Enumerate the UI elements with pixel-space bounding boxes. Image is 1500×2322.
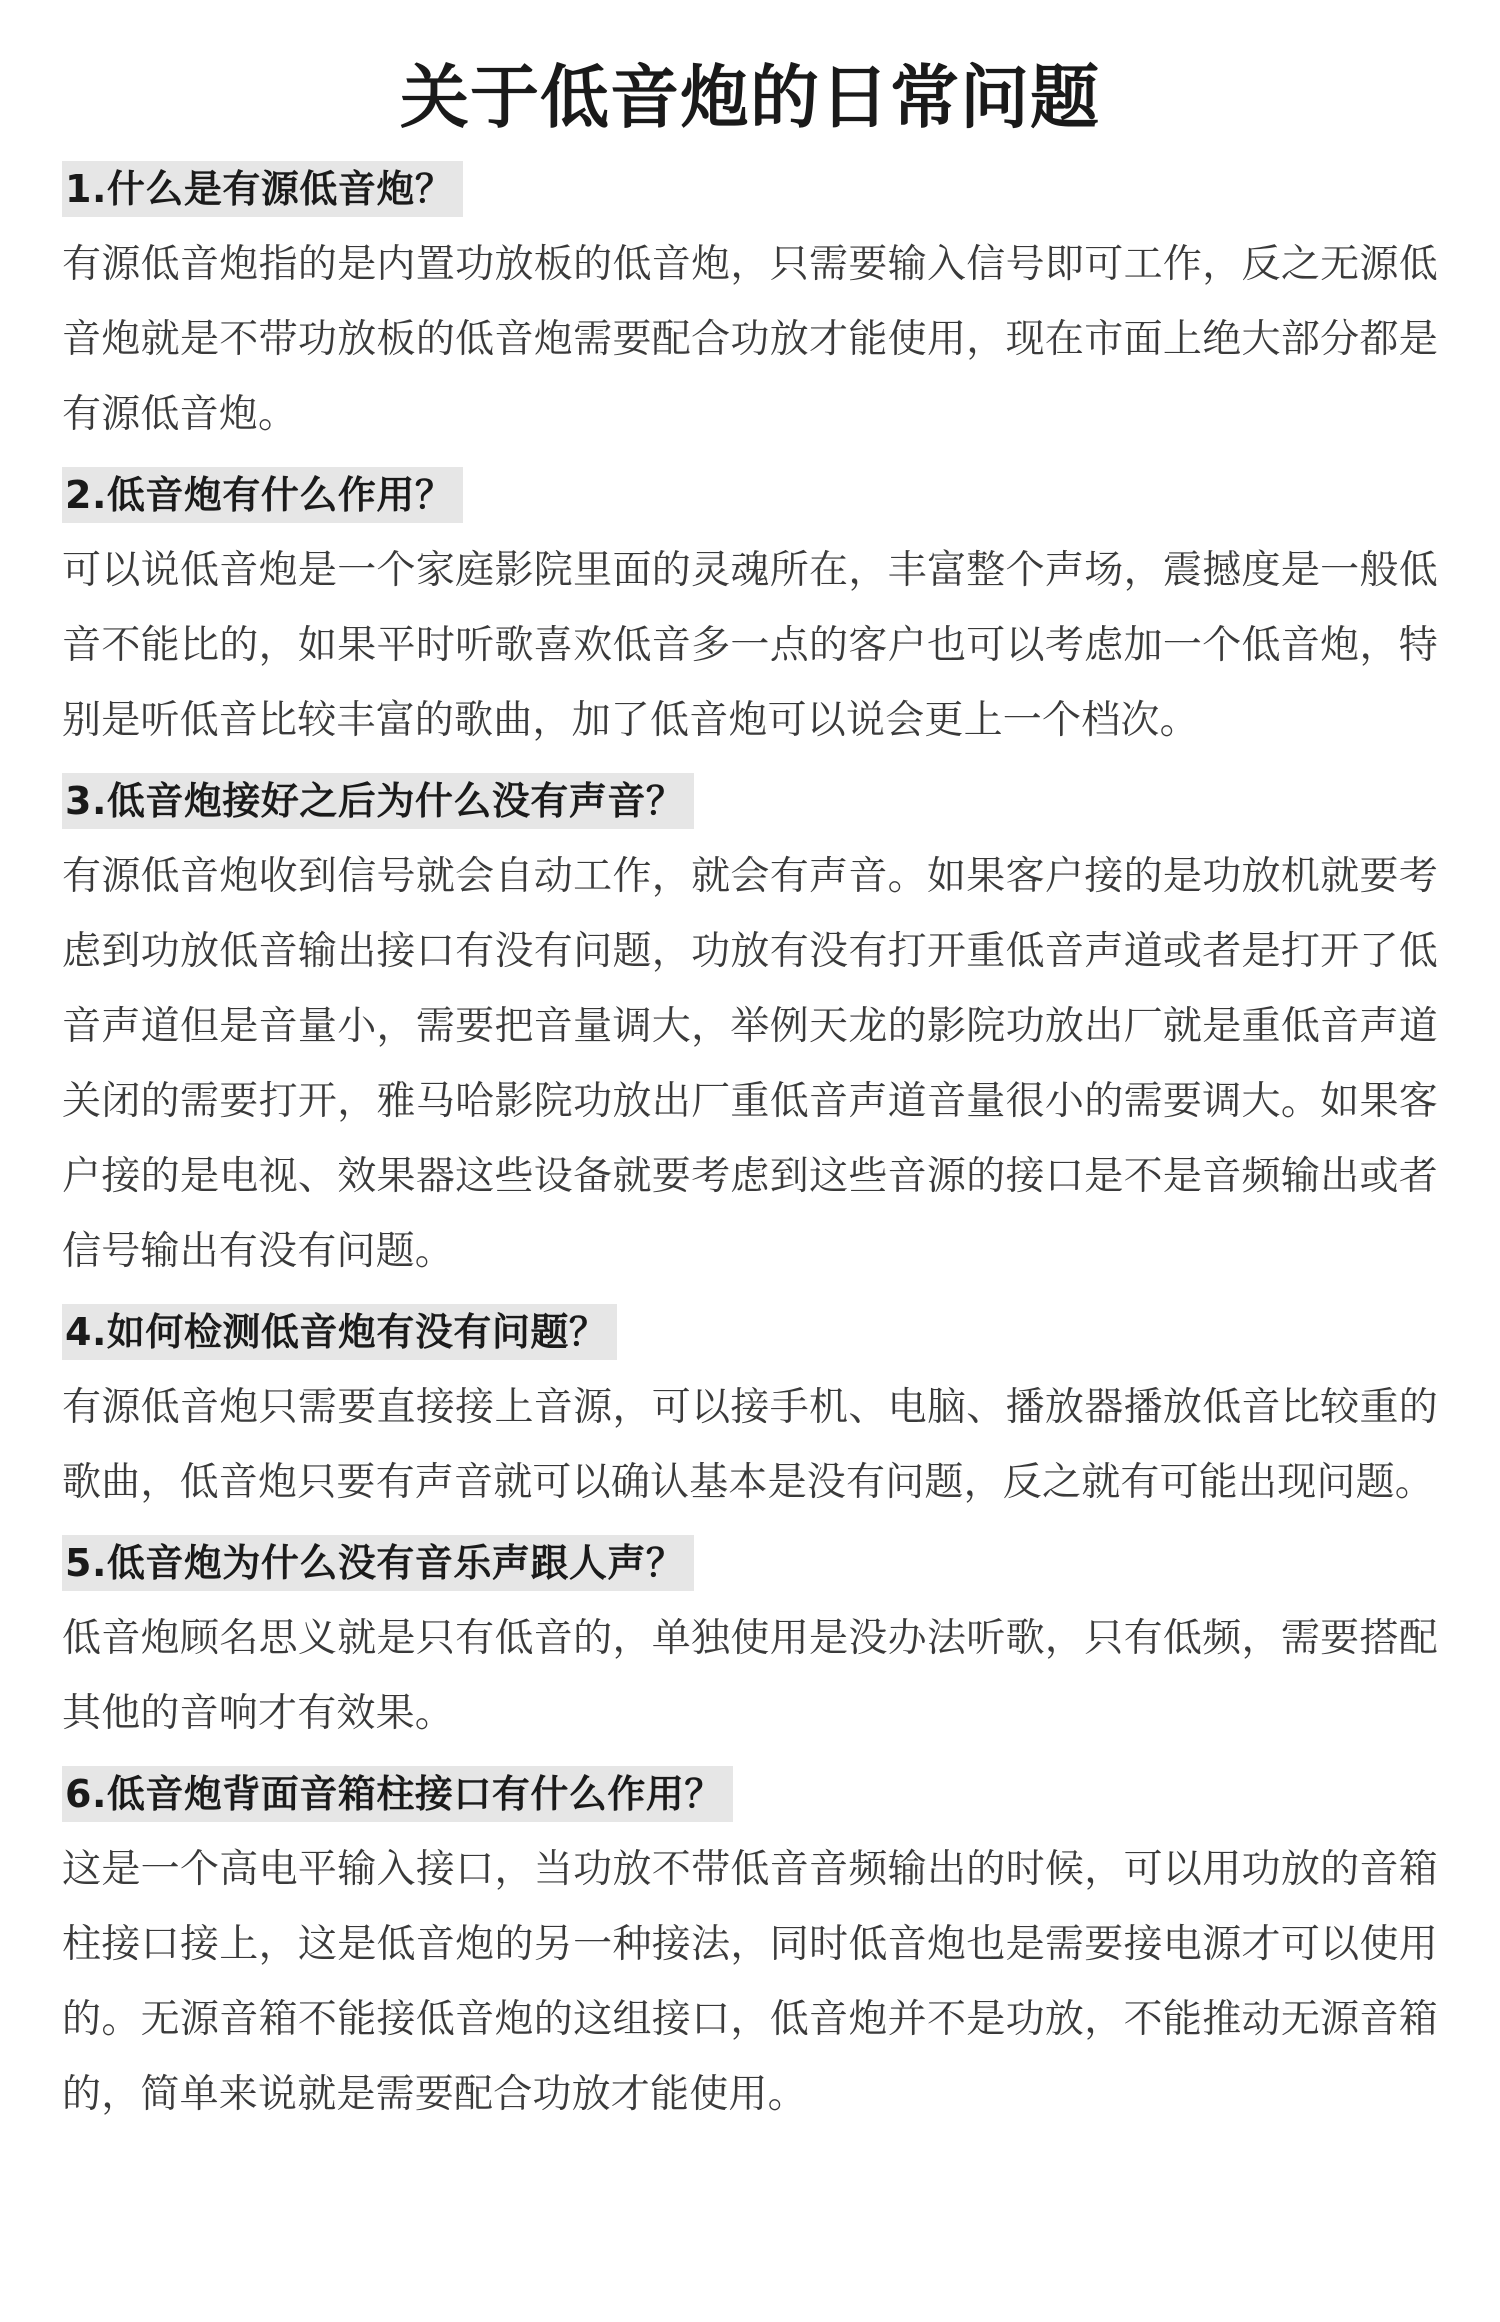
faq-question: 5.低音炮为什么没有音乐声跟人声？ <box>62 1535 694 1591</box>
faq-item-6 <box>62 1766 1438 2132</box>
faq-question: 2.低音炮有什么作用？ <box>62 467 463 523</box>
faq-question: 3.低音炮接好之后为什么没有声音？ <box>62 773 694 829</box>
faq-answer: 低音炮顾名思义就是只有低音的，单独使用是没办法听歌，只有低频，需要搭配其他的音响才有效果。 <box>62 1616 1438 1736</box>
faq-question: 1.什么是有源低音炮？ <box>62 161 463 217</box>
faq-item-2 <box>62 467 1438 758</box>
faq-answer: 有源低音炮指的是内置功放板的低音炮，只需要输入信号即可工作，反之无源低音炮就是不带功放板的低音炮需要配合功放才能使用，现在市面上绝大部分都是有源低音炮。 <box>62 242 1438 437</box>
faq-answer: 有源低音炮收到信号就会自动工作，就会有声音。如果客户接的是功放机就要考虑到功放低音输出接口有没有问题，功放有没有打开重低音声道或者是打开了低音声道但是音量小，需要把音量调大，举例天龙的影院功放出厂就是重低音声道关闭的需要打开，雅马哈影院功放出厂重低音声道音量很小的需要调大。如果客户接的是电视、效果器这些设备就要考虑到这些音源的接口是不是音频输出或者信号输出有没有问题。 <box>62 854 1438 1274</box>
faq-answer: 可以说低音炮是一个家庭影院里面的灵魂所在，丰富整个声场，震撼度是一般低音不能比的，如果平时听歌喜欢低音多一点的客户也可以考虑加一个低音炮，特别是听低音比较丰富的歌曲，加了低音炮可以说会更上一个档次。 <box>62 548 1438 743</box>
faq-item-5 <box>62 1535 1438 1751</box>
faq-question: 6.低音炮背面音箱柱接口有什么作用？ <box>62 1766 733 1822</box>
faq-answer: 有源低音炮只需要直接接上音源，可以接手机、电脑、播放器播放低音比较重的歌曲，低音炮只要有声音就可以确认基本是没有问题，反之就有可能出现问题。 <box>62 1385 1438 1505</box>
faq-answer: 这是一个高电平输入接口，当功放不带低音音频输出的时候，可以用功放的音箱柱接口接上，这是低音炮的另一种接法，同时低音炮也是需要接电源才可以使用的。无源音箱不能接低音炮的这组接口，低音炮并不是功放，不能推动无源音箱的，简单来说就是需要配合功放才能使用。 <box>62 1847 1438 2117</box>
faq-item-4 <box>62 1304 1438 1520</box>
faq-list <box>62 161 1438 2132</box>
faq-question: 4.如何检测低音炮有没有问题？ <box>62 1304 617 1360</box>
page-title: 关于低音炮的日常问题 <box>400 58 1100 138</box>
faq-item-3 <box>62 773 1438 1289</box>
faq-item-1 <box>62 161 1438 452</box>
